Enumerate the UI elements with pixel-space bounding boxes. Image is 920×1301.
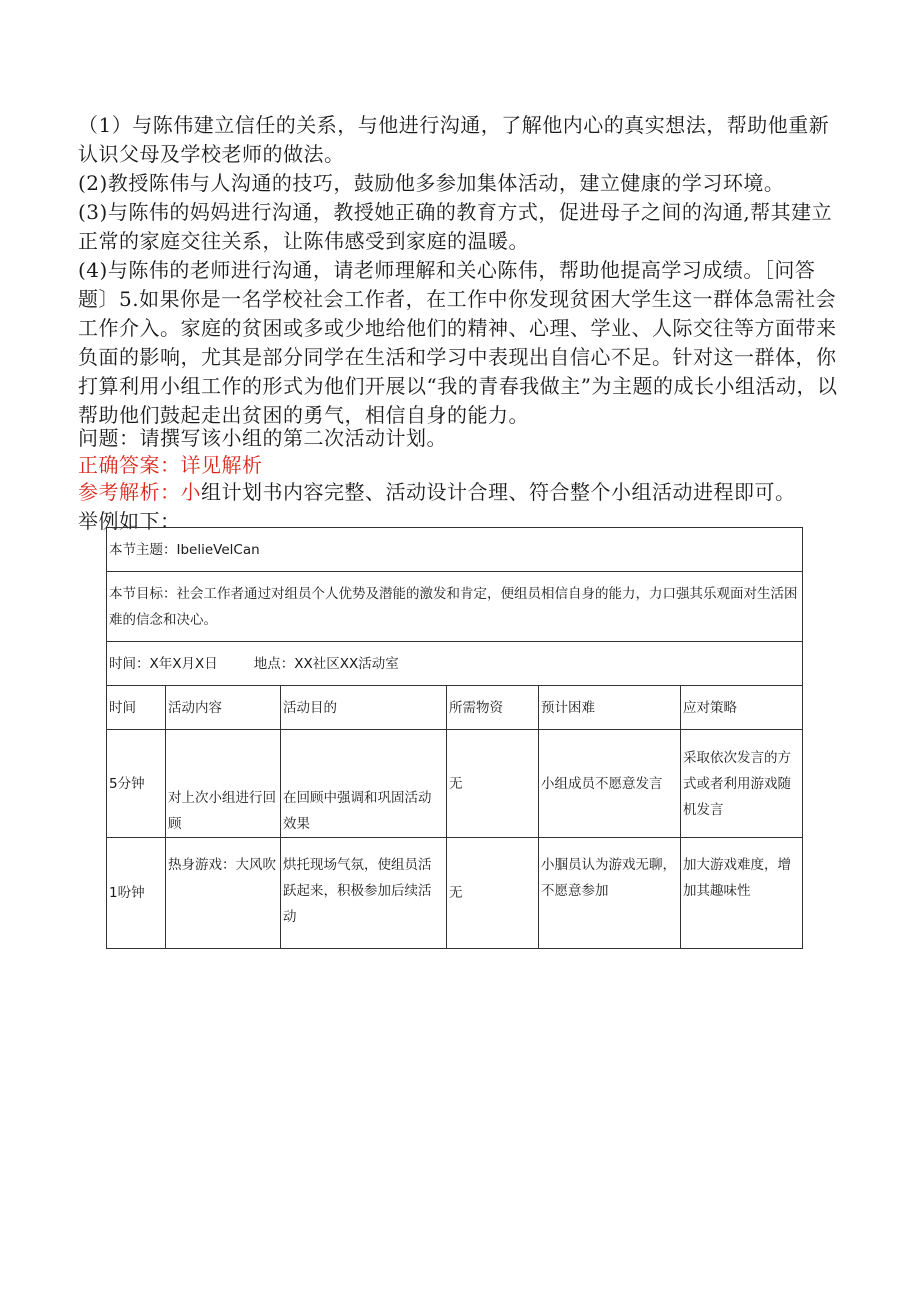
analysis-text: 组计划书内容完整、活动设计合理、符合整个小组活动进程即可。举例如下：	[78, 480, 796, 533]
plan-goal: 本节目标：社会工作者通过对组员个人优势及潜能的激发和肯定，便组员相信自身的能力，力口强其乐观面对生活困难的信念和决心。	[107, 572, 803, 642]
table-cell: 无	[447, 730, 539, 838]
analysis-first-char: 小	[180, 480, 201, 504]
table-cell: 小腘员认为游戏无聊，不愿意参加	[539, 838, 681, 949]
header-cell: 所需物资	[447, 686, 539, 730]
header-cell: 应对策略	[681, 686, 803, 730]
paragraph-3: (3)与陈伟的妈妈进行沟通，教授她正确的教育方式，促进母子之间的沟通,帮其建立正常的家庭交往关系，让陈伟感受到家庭的温暖。	[78, 200, 833, 253]
answer-text: 详见解析	[180, 453, 263, 477]
plan-time-place	[107, 642, 803, 686]
table-cell: 5分钟	[107, 730, 166, 838]
plan-place: 地点：XX社区XX活动室	[253, 655, 399, 672]
question-line: 问题：请撰写该小组的第二次活动计划。	[78, 426, 447, 450]
paragraph-1: （1）与陈伟建立信任的关系，与他进行沟通，了解他内心的真实想法，帮助他重新认识父母及学校老师的做法。	[78, 113, 830, 166]
header-cell: 活动目的	[281, 686, 447, 730]
plan-theme: 本节主题：IbelieVelCan	[107, 528, 803, 572]
table-row	[107, 838, 803, 949]
table-cell: 加大游戏难度，增加其趣味性	[681, 838, 803, 949]
table-cell: 在回顾中强调和巩固活动效果	[281, 730, 447, 838]
header-cell: 预计困难	[539, 686, 681, 730]
header-cell: 活动内容	[166, 686, 281, 730]
answer-label: 正确答案：	[78, 453, 181, 477]
table-cell: 对上次小组进行回顾	[166, 730, 281, 838]
paragraph-4: (4)与陈伟的老师进行沟通，请老师理解和关心陈伟，帮助他提高学习成绩。［问答题〕5.如果你是一名学校社会工作者，在工作中你发现贫困大学生这一群体急需社会工作介入。家庭的贫困或多或少地给他们的精神、心理、学业、人际交往等方面带来负面的影响，尤其是部分同学在生活和学习中表现出自信心不足。针对这一群体，你打算利用小组工作的形式为他们开展以“我的青春我做主”为主题的成长小组活动，以帮助他们鼓起走出贫困的勇气，相信自身的能力。	[78, 258, 838, 427]
table-row	[107, 730, 803, 838]
table-cell: 采取依次发言的方式或者利用游戏随机发言	[681, 730, 803, 838]
table-cell: 1吩钟	[107, 838, 166, 949]
table-cell: 热身游戏：大风吹	[166, 838, 281, 949]
activity-plan-table	[106, 527, 803, 949]
table-cell: 烘托现场气氛，使组员活跃起来，积极参加后续活动	[281, 838, 447, 949]
answer-line	[78, 451, 838, 480]
table-cell: 小组成员不愿意发言	[539, 730, 681, 838]
paragraph-2: (2)教授陈伟与人沟通的技巧，鼓励他多参加集体活动，建立健康的学习环境。	[78, 171, 785, 195]
plan-time: 时间：X年X月X日	[109, 655, 218, 672]
table-header-row	[107, 686, 803, 730]
header-cell: 时间	[107, 686, 166, 730]
table-cell: 无	[447, 838, 539, 949]
analysis-label: 参考解析：	[78, 480, 181, 504]
